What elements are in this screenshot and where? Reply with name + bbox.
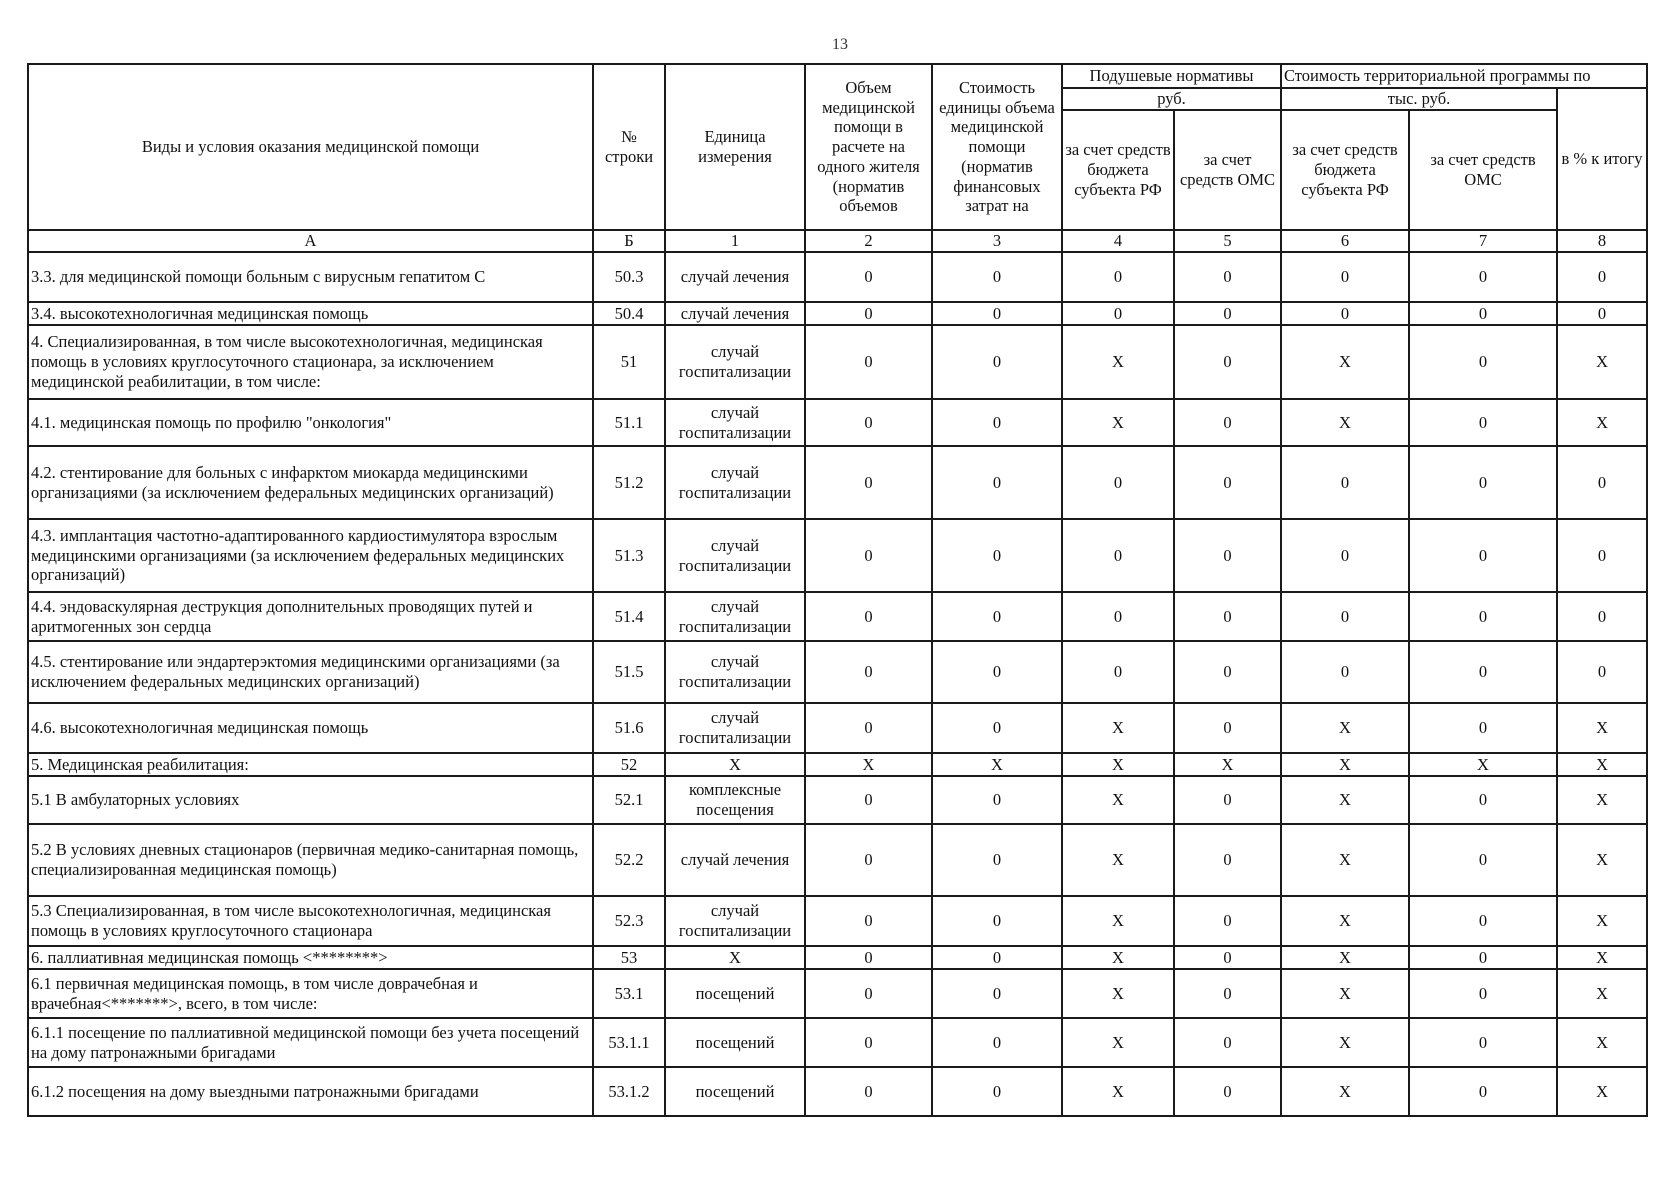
row-number: 51.2 bbox=[593, 446, 665, 519]
row-value-col-8: X bbox=[1557, 1018, 1647, 1067]
row-value-col-6: 0 bbox=[1281, 641, 1409, 703]
row-value-col-3: 0 bbox=[932, 1067, 1062, 1116]
header-col-1: Единица измерения bbox=[665, 64, 805, 230]
row-value-col-4: 0 bbox=[1062, 519, 1174, 592]
header-per-capita-unit: руб. bbox=[1062, 88, 1281, 110]
row-value-col-2: 0 bbox=[805, 641, 932, 703]
column-letter: 5 bbox=[1174, 230, 1281, 252]
row-name: 4.3. имплантация частотно-адаптированного кардиостимулятора взрослым медицинскими организациями (за исключением федеральных медицинских организаций) bbox=[28, 519, 593, 592]
row-name: 3.3. для медицинской помощи больным с вирусным гепатитом С bbox=[28, 252, 593, 302]
row-value-col-3: 0 bbox=[932, 592, 1062, 641]
row-unit: комплексные посещения bbox=[665, 776, 805, 824]
row-value-col-3: 0 bbox=[932, 302, 1062, 325]
row-value-col-8: X bbox=[1557, 946, 1647, 969]
header-col-8: в % к итогу bbox=[1557, 88, 1647, 230]
row-value-col-7: 0 bbox=[1409, 1018, 1557, 1067]
row-value-col-3: 0 bbox=[932, 946, 1062, 969]
table-row bbox=[28, 592, 1647, 641]
header-group-cost: Стоимость территориальной программы по bbox=[1281, 64, 1647, 88]
row-value-col-6: 0 bbox=[1281, 252, 1409, 302]
table-row bbox=[28, 1067, 1647, 1116]
header-col-2 bbox=[805, 64, 932, 230]
row-value-col-6: X bbox=[1281, 325, 1409, 399]
row-value-col-7: 0 bbox=[1409, 969, 1557, 1018]
row-value-col-2: 0 bbox=[805, 325, 932, 399]
row-value-col-2: 0 bbox=[805, 969, 932, 1018]
table-row bbox=[28, 519, 1647, 592]
row-value-col-5: 0 bbox=[1174, 1018, 1281, 1067]
row-value-col-6: X bbox=[1281, 896, 1409, 946]
row-value-col-5: 0 bbox=[1174, 776, 1281, 824]
row-name: 5. Медицинская реабилитация: bbox=[28, 753, 593, 776]
row-value-col-4: 0 bbox=[1062, 252, 1174, 302]
row-value-col-7: X bbox=[1409, 753, 1557, 776]
row-number: 50.3 bbox=[593, 252, 665, 302]
row-value-col-2: 0 bbox=[805, 446, 932, 519]
row-value-col-8: X bbox=[1557, 1067, 1647, 1116]
row-value-col-8: 0 bbox=[1557, 519, 1647, 592]
row-value-col-3: 0 bbox=[932, 446, 1062, 519]
row-unit: посещений bbox=[665, 1018, 805, 1067]
row-value-col-7: 0 bbox=[1409, 946, 1557, 969]
row-value-col-7: 0 bbox=[1409, 824, 1557, 896]
header-col-5: за счет средств ОМС bbox=[1174, 110, 1281, 230]
row-value-col-5: X bbox=[1174, 753, 1281, 776]
row-value-col-6: X bbox=[1281, 969, 1409, 1018]
row-value-col-5: 0 bbox=[1174, 969, 1281, 1018]
row-value-col-2: 0 bbox=[805, 302, 932, 325]
row-value-col-2: 0 bbox=[805, 946, 932, 969]
row-value-col-2: 0 bbox=[805, 399, 932, 446]
row-value-col-8: 0 bbox=[1557, 252, 1647, 302]
row-name: 4. Специализированная, в том числе высокотехнологичная, медицинская помощь в условиях круглосуточного стационара, за исключением медицинской реабилитации, в том числе: bbox=[28, 325, 593, 399]
column-letter: 6 bbox=[1281, 230, 1409, 252]
row-value-col-3: 0 bbox=[932, 703, 1062, 753]
row-value-col-4: 0 bbox=[1062, 592, 1174, 641]
row-value-col-5: 0 bbox=[1174, 1067, 1281, 1116]
row-value-col-7: 0 bbox=[1409, 519, 1557, 592]
row-value-col-8: 0 bbox=[1557, 446, 1647, 519]
row-value-col-7: 0 bbox=[1409, 896, 1557, 946]
row-value-col-8: X bbox=[1557, 325, 1647, 399]
row-value-col-5: 0 bbox=[1174, 302, 1281, 325]
row-value-col-4: X bbox=[1062, 896, 1174, 946]
row-value-col-5: 0 bbox=[1174, 896, 1281, 946]
row-value-col-2: X bbox=[805, 753, 932, 776]
row-value-col-4: X bbox=[1062, 776, 1174, 824]
row-value-col-8: X bbox=[1557, 969, 1647, 1018]
row-unit: случай госпитализации bbox=[665, 325, 805, 399]
row-unit: посещений bbox=[665, 1067, 805, 1116]
row-number: 51.1 bbox=[593, 399, 665, 446]
row-value-col-8: 0 bbox=[1557, 302, 1647, 325]
row-name: 6. паллиативная медицинская помощь <********> bbox=[28, 946, 593, 969]
row-value-col-8: 0 bbox=[1557, 592, 1647, 641]
column-letter: 2 bbox=[805, 230, 932, 252]
row-value-col-5: 0 bbox=[1174, 446, 1281, 519]
row-number: 52 bbox=[593, 753, 665, 776]
row-value-col-6: X bbox=[1281, 753, 1409, 776]
row-value-col-5: 0 bbox=[1174, 325, 1281, 399]
row-value-col-7: 0 bbox=[1409, 302, 1557, 325]
row-value-col-2: 0 bbox=[805, 896, 932, 946]
row-unit: случай лечения bbox=[665, 252, 805, 302]
row-unit: случай госпитализации bbox=[665, 703, 805, 753]
row-value-col-3: 0 bbox=[932, 824, 1062, 896]
row-value-col-2: 0 bbox=[805, 703, 932, 753]
row-value-col-7: 0 bbox=[1409, 703, 1557, 753]
table-row bbox=[28, 399, 1647, 446]
row-name: 4.4. эндоваскулярная деструкция дополнительных проводящих путей и аритмогенных зон сердца bbox=[28, 592, 593, 641]
header-col-4: за счет средств бюджета субъекта РФ bbox=[1062, 110, 1174, 230]
row-value-col-7: 0 bbox=[1409, 325, 1557, 399]
row-value-col-5: 0 bbox=[1174, 641, 1281, 703]
row-number: 50.4 bbox=[593, 302, 665, 325]
row-unit: случай госпитализации bbox=[665, 399, 805, 446]
header-col-a: Виды и условия оказания медицинской помощи bbox=[28, 64, 593, 230]
row-value-col-2: 0 bbox=[805, 592, 932, 641]
page-number: 13 bbox=[832, 36, 848, 53]
row-name: 5.3 Специализированная, в том числе высокотехнологичная, медицинская помощь в условиях круглосуточного стационара bbox=[28, 896, 593, 946]
row-value-col-2: 0 bbox=[805, 1018, 932, 1067]
row-unit: случай лечения bbox=[665, 302, 805, 325]
row-number: 52.2 bbox=[593, 824, 665, 896]
row-value-col-2: 0 bbox=[805, 519, 932, 592]
row-value-col-2: 0 bbox=[805, 252, 932, 302]
row-value-col-3: 0 bbox=[932, 641, 1062, 703]
row-value-col-4: X bbox=[1062, 753, 1174, 776]
column-letter: 7 bbox=[1409, 230, 1557, 252]
row-value-col-6: 0 bbox=[1281, 302, 1409, 325]
row-value-col-8: X bbox=[1557, 399, 1647, 446]
row-unit: X bbox=[665, 946, 805, 969]
row-value-col-3: 0 bbox=[932, 399, 1062, 446]
table-row bbox=[28, 753, 1647, 776]
row-value-col-4: 0 bbox=[1062, 446, 1174, 519]
table-row bbox=[28, 946, 1647, 969]
row-value-col-6: X bbox=[1281, 776, 1409, 824]
row-value-col-7: 0 bbox=[1409, 592, 1557, 641]
row-value-col-4: X bbox=[1062, 703, 1174, 753]
row-number: 51.4 bbox=[593, 592, 665, 641]
row-value-col-4: 0 bbox=[1062, 641, 1174, 703]
row-value-col-3: X bbox=[932, 753, 1062, 776]
row-value-col-7: 0 bbox=[1409, 1067, 1557, 1116]
row-value-col-6: 0 bbox=[1281, 519, 1409, 592]
table-row bbox=[28, 252, 1647, 302]
column-letter: Б bbox=[593, 230, 665, 252]
row-value-col-5: 0 bbox=[1174, 946, 1281, 969]
table-row bbox=[28, 776, 1647, 824]
row-value-col-5: 0 bbox=[1174, 399, 1281, 446]
row-value-col-3: 0 bbox=[932, 776, 1062, 824]
row-value-col-7: 0 bbox=[1409, 446, 1557, 519]
row-value-col-2: 0 bbox=[805, 824, 932, 896]
row-number: 53.1.2 bbox=[593, 1067, 665, 1116]
row-value-col-8: 0 bbox=[1557, 641, 1647, 703]
row-value-col-3: 0 bbox=[932, 1018, 1062, 1067]
row-value-col-8: X bbox=[1557, 753, 1647, 776]
column-letter: А bbox=[28, 230, 593, 252]
row-name: 5.1 В амбулаторных условиях bbox=[28, 776, 593, 824]
row-value-col-4: X bbox=[1062, 824, 1174, 896]
row-value-col-2: 0 bbox=[805, 776, 932, 824]
table-row bbox=[28, 325, 1647, 399]
table-body bbox=[28, 252, 1647, 1116]
row-value-col-6: X bbox=[1281, 1067, 1409, 1116]
row-value-col-4: 0 bbox=[1062, 302, 1174, 325]
row-unit: посещений bbox=[665, 969, 805, 1018]
table-row bbox=[28, 1018, 1647, 1067]
table-row bbox=[28, 641, 1647, 703]
table-row bbox=[28, 824, 1647, 896]
row-value-col-5: 0 bbox=[1174, 519, 1281, 592]
row-value-col-3: 0 bbox=[932, 896, 1062, 946]
row-value-col-5: 0 bbox=[1174, 252, 1281, 302]
column-letter: 3 bbox=[932, 230, 1062, 252]
row-value-col-5: 0 bbox=[1174, 824, 1281, 896]
row-value-col-6: X bbox=[1281, 399, 1409, 446]
row-value-col-4: X bbox=[1062, 946, 1174, 969]
row-number: 51.6 bbox=[593, 703, 665, 753]
table-row bbox=[28, 302, 1647, 325]
row-number: 52.3 bbox=[593, 896, 665, 946]
row-name: 6.1.2 посещения на дому выездными патронажными бригадами bbox=[28, 1067, 593, 1116]
row-value-col-8: X bbox=[1557, 703, 1647, 753]
row-unit: случай госпитализации bbox=[665, 641, 805, 703]
row-name: 5.2 В условиях дневных стационаров (первичная медико-санитарная помощь, специализированная медицинская помощь) bbox=[28, 824, 593, 896]
row-value-col-7: 0 bbox=[1409, 776, 1557, 824]
row-number: 51.5 bbox=[593, 641, 665, 703]
row-value-col-6: X bbox=[1281, 824, 1409, 896]
row-value-col-4: X bbox=[1062, 1067, 1174, 1116]
header-col-b: № строки bbox=[593, 64, 665, 230]
table-row bbox=[28, 969, 1647, 1018]
row-number: 51.3 bbox=[593, 519, 665, 592]
row-name: 4.1. медицинская помощь по профилю "онкология" bbox=[28, 399, 593, 446]
table-row bbox=[28, 446, 1647, 519]
row-name: 4.6. высокотехнологичная медицинская помощь bbox=[28, 703, 593, 753]
column-letter: 1 bbox=[665, 230, 805, 252]
row-value-col-3: 0 bbox=[932, 519, 1062, 592]
row-value-col-5: 0 bbox=[1174, 703, 1281, 753]
table-row bbox=[28, 703, 1647, 753]
row-value-col-3: 0 bbox=[932, 252, 1062, 302]
row-name: 3.4. высокотехнологичная медицинская помощь bbox=[28, 302, 593, 325]
column-letter: 4 bbox=[1062, 230, 1174, 252]
row-name: 6.1.1 посещение по паллиативной медицинской помощи без учета посещений на дому патронажными бригадами bbox=[28, 1018, 593, 1067]
row-value-col-4: X bbox=[1062, 1018, 1174, 1067]
header-group-per-capita: Подушевые нормативы bbox=[1062, 64, 1281, 88]
row-value-col-7: 0 bbox=[1409, 641, 1557, 703]
row-value-col-8: X bbox=[1557, 896, 1647, 946]
row-value-col-6: X bbox=[1281, 703, 1409, 753]
row-value-col-7: 0 bbox=[1409, 252, 1557, 302]
row-value-col-6: X bbox=[1281, 946, 1409, 969]
row-name: 4.2. стентирование для больных с инфарктом миокарда медицинскими организациями (за исключением федеральных медицинских организаций) bbox=[28, 446, 593, 519]
row-unit: случай госпитализации bbox=[665, 446, 805, 519]
row-unit: случай госпитализации bbox=[665, 592, 805, 641]
row-value-col-4: X bbox=[1062, 969, 1174, 1018]
header-col-3-text: Стоимость единицы объема медицинской помощи (норматив финансовых затрат на bbox=[939, 77, 1055, 216]
column-letter: 8 bbox=[1557, 230, 1647, 252]
row-value-col-3: 0 bbox=[932, 325, 1062, 399]
row-value-col-6: X bbox=[1281, 1018, 1409, 1067]
row-number: 53 bbox=[593, 946, 665, 969]
row-value-col-8: X bbox=[1557, 776, 1647, 824]
row-value-col-4: X bbox=[1062, 325, 1174, 399]
row-unit: случай лечения bbox=[665, 824, 805, 896]
row-unit: X bbox=[665, 753, 805, 776]
row-value-col-4: X bbox=[1062, 399, 1174, 446]
header-col-3 bbox=[932, 64, 1062, 230]
header-cost-unit: тыс. руб. bbox=[1281, 88, 1557, 110]
row-number: 51 bbox=[593, 325, 665, 399]
row-unit: случай госпитализации bbox=[665, 896, 805, 946]
row-name: 6.1 первичная медицинская помощь, в том числе доврачебная и врачебная<*******>, всего, в том числе: bbox=[28, 969, 593, 1018]
row-value-col-8: X bbox=[1557, 824, 1647, 896]
row-value-col-5: 0 bbox=[1174, 592, 1281, 641]
row-value-col-6: 0 bbox=[1281, 446, 1409, 519]
row-number: 52.1 bbox=[593, 776, 665, 824]
row-number: 53.1 bbox=[593, 969, 665, 1018]
row-unit: случай госпитализации bbox=[665, 519, 805, 592]
table-row bbox=[28, 896, 1647, 946]
row-value-col-2: 0 bbox=[805, 1067, 932, 1116]
row-value-col-3: 0 bbox=[932, 969, 1062, 1018]
row-number: 53.1.1 bbox=[593, 1018, 665, 1067]
row-value-col-7: 0 bbox=[1409, 399, 1557, 446]
header-col-6: за счет средств бюджета субъекта РФ bbox=[1281, 110, 1409, 230]
row-value-col-6: 0 bbox=[1281, 592, 1409, 641]
header-col-7: за счет средств ОМС bbox=[1409, 110, 1557, 230]
medical-care-table bbox=[27, 63, 1648, 1117]
header-col-2-text: Объем медицинской помощи в расчете на одного жителя (норматив объемов bbox=[817, 77, 920, 216]
row-name: 4.5. стентирование или эндартерэктомия медицинскими организациями (за исключением федеральных медицинских организаций) bbox=[28, 641, 593, 703]
